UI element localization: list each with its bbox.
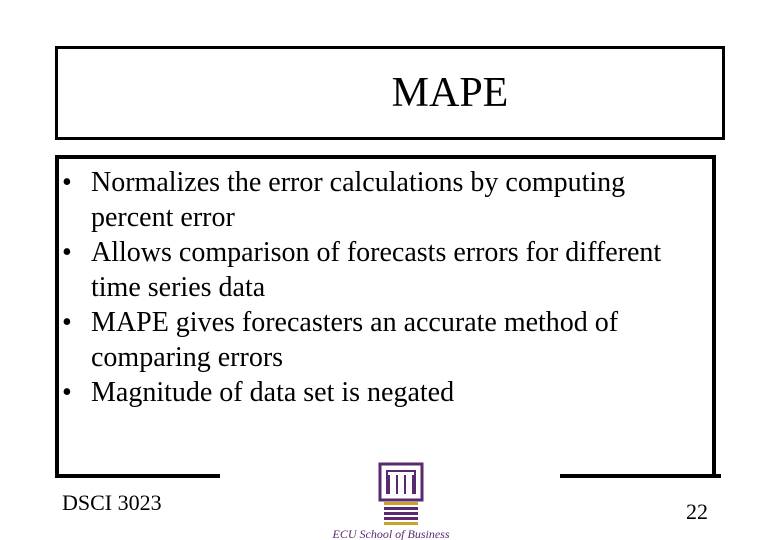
bullet-marker: •: [62, 307, 72, 338]
bullet-item: [62, 375, 712, 410]
bullet-item: [62, 305, 712, 375]
bullet-marker: •: [62, 237, 72, 268]
bullet-item: [62, 165, 712, 235]
bullet-text: Allows comparison of forecasts errors for different time series data: [91, 237, 662, 303]
course-label: DSCI 3023: [62, 490, 162, 515]
bullet-text: Magnitude of data set is negated: [91, 377, 455, 408]
title-frame: [55, 46, 725, 140]
bullet-text: MAPE gives forecasters an accurate method of comparing errors: [91, 307, 619, 373]
frame-bottom-rule-left: [55, 474, 220, 478]
bullet-list: [62, 165, 712, 410]
slide-title: MAPE: [391, 70, 509, 116]
bullet-marker: •: [62, 377, 72, 408]
bullet-text: Normalizes the error calculations by computing percent error: [91, 167, 626, 233]
page-number: 22: [686, 499, 708, 524]
frame-bottom-rule-right: [560, 474, 721, 478]
logo-caption: ECU School of Business: [332, 528, 450, 540]
bullet-marker: •: [62, 167, 72, 198]
ecu-logo-icon: [378, 462, 424, 530]
bullet-item: [62, 235, 712, 305]
